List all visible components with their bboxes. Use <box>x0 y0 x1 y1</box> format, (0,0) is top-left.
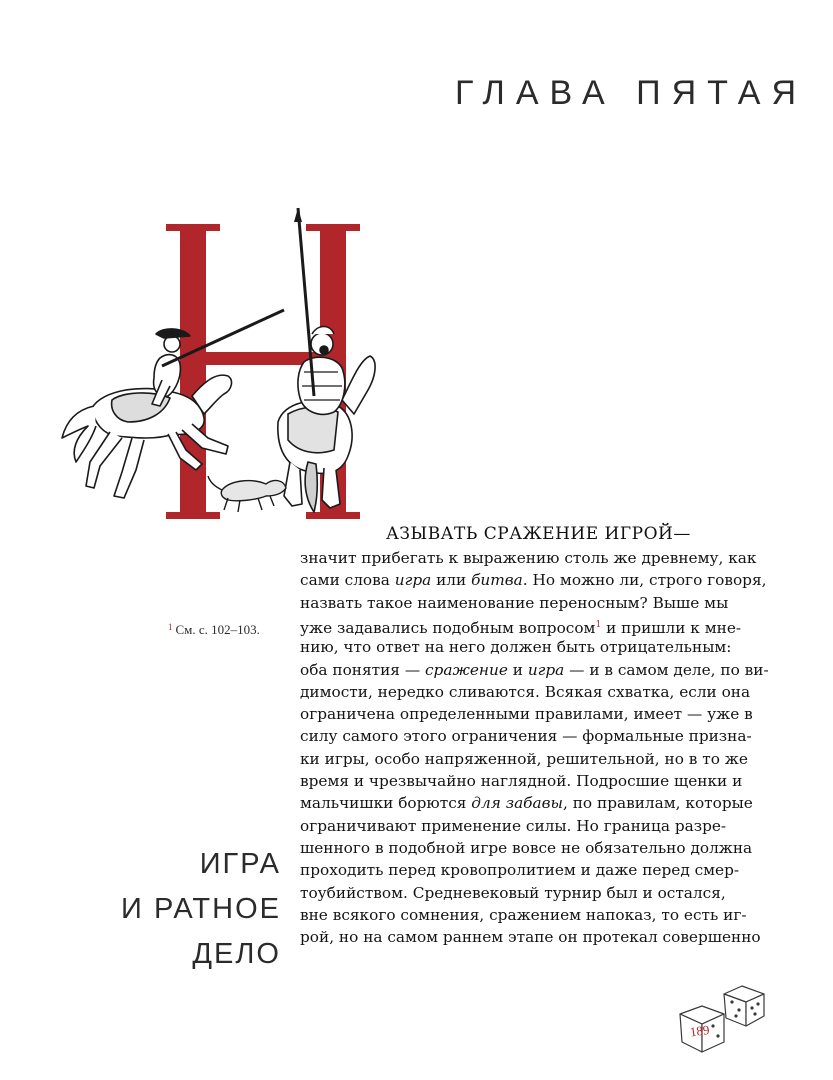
body-text-segment: . Но можно ли, строго говоря, <box>522 571 767 590</box>
body-text-segment: время и чрезвычайно наглядной. Подросшие щенки и <box>300 772 743 790</box>
body-text-segment: битва <box>471 571 523 590</box>
body-text-segment: димости, нередко сливаются. Всякая схватка, если она <box>300 682 751 701</box>
dropcap-illustration <box>52 200 382 530</box>
body-line <box>300 770 742 792</box>
footnote-number: 1 <box>168 622 173 632</box>
body-text-segment: сами слова <box>300 571 395 590</box>
body-text-segment: проходить перед кровопролитием и даже перед смер- <box>300 861 740 880</box>
footnote-ref: 1 <box>595 619 602 630</box>
body-text-segment: вне всякого сомнения, сражением напоказ, то есть иг- <box>300 905 747 924</box>
body-line <box>300 725 752 747</box>
footnote <box>168 622 260 638</box>
page-number-dice <box>676 984 772 1058</box>
body-line <box>300 792 753 814</box>
body-line <box>300 547 756 569</box>
body-text-segment: игра <box>394 571 432 590</box>
body-line <box>300 748 748 770</box>
body-text-segment: ки игры, особо напряженной, решительной, но в то же <box>300 749 748 768</box>
body-text-segment: силу самого этого ограничения — формальные призна- <box>300 727 752 746</box>
body-line <box>300 614 741 639</box>
body-text-segment: , по правилам, которые <box>563 794 753 813</box>
body-text-segment: значит прибегать к выражению столь же древнему, как <box>300 549 757 567</box>
body-text-segment: игра <box>527 660 565 679</box>
body-text-segment: уже задавались подобным вопросом <box>300 618 596 637</box>
body-line <box>300 904 747 926</box>
dropcap-first-line <box>386 524 690 544</box>
body-text-segment: — и в самом деле, по ви- <box>564 660 769 679</box>
side-heading-line-3: ДЕЛО <box>192 938 281 970</box>
side-heading-line-2: И РАТНОЕ <box>121 893 281 925</box>
body-text-segment: рой, но на самом раннем этапе он протекал совершенно <box>300 928 761 947</box>
body-line <box>300 882 726 904</box>
body-text-segment: сражение <box>424 660 508 679</box>
footnote-text: См. с. 102–103. <box>175 622 260 637</box>
body-text-segment: назвать такое наименование переносным? Выше мы <box>300 593 729 612</box>
body-text-segment: мальчишки борются <box>300 794 472 813</box>
body-line <box>300 703 753 725</box>
dropcap-dash: — <box>673 524 691 544</box>
page-number: 189 <box>688 1021 711 1040</box>
body-text-segment: тоубийством. Средневековый турнир был и остался, <box>300 883 726 902</box>
dropcap-small-caps: АЗЫВАТЬ СРАЖЕНИЕ ИГРОЙ <box>386 524 674 544</box>
body-text-segment: оба понятия — <box>300 660 425 679</box>
body-text-segment: ограничена определенными правилами, имеет — уже в <box>300 705 753 724</box>
side-heading-line-1: ИГРА <box>199 848 281 880</box>
body-line <box>300 837 752 859</box>
body-line <box>300 681 750 703</box>
body-line <box>300 659 769 681</box>
chapter-title: ГЛАВА ПЯТАЯ <box>455 74 808 112</box>
body-text-segment: нию, что ответ на него должен быть отрицательным: <box>300 638 732 657</box>
side-heading <box>121 842 281 977</box>
body-line <box>300 859 739 881</box>
body-line <box>300 636 731 658</box>
body-text-segment: или <box>431 571 472 590</box>
body-text-segment: и <box>507 660 528 679</box>
body-text-segment: и пришли к мне- <box>601 618 742 637</box>
body-line <box>300 569 767 591</box>
body-text-segment: для забавы <box>471 794 564 813</box>
body-text-segment: ограничивают применение силы. Но граница разре- <box>300 816 727 835</box>
body-line <box>300 926 761 948</box>
body-text-segment: шенного в подобной игре вовсе не обязательно должна <box>300 838 753 857</box>
body-line <box>300 592 728 614</box>
dog-woodcut <box>208 476 286 512</box>
body-line <box>300 815 726 837</box>
